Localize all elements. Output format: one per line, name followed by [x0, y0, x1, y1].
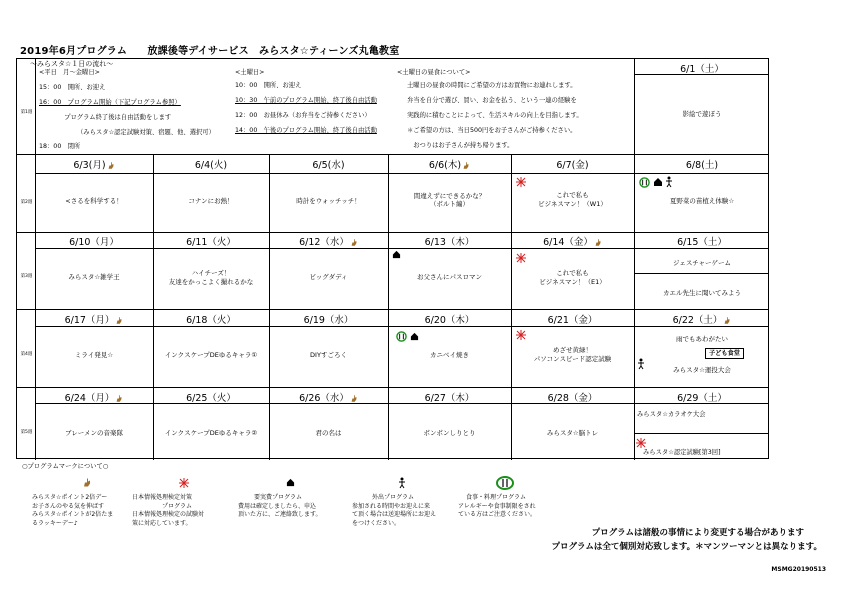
weekday-label: <平日 月～金曜日> — [39, 69, 100, 76]
date-cell: 6/6(木) — [388, 157, 511, 171]
program-cell: 時計をウォッチッチ！ — [296, 197, 361, 205]
week-label: 第1週 — [20, 110, 33, 115]
date-cell: 6/20（木） — [424, 315, 475, 326]
program-cell: コナンにお熱！ — [188, 197, 234, 205]
program-cell: みらスタ☆脳トレ — [546, 429, 599, 437]
program-cell: ブレーメンの音楽隊 — [65, 429, 123, 437]
program-cell: <さるを科学する！ — [65, 197, 123, 205]
program-cell: ハイチーズ！ — [191, 269, 231, 277]
fee-icon — [392, 250, 401, 259]
legend-item: 外出プログラム 参加される時間やお迎えに来 て頂く場合は送迎場所にお迎え をつけください。 — [352, 494, 437, 527]
certification-icon — [515, 252, 527, 264]
weekday-line: 16：00 プログラム開始（下記プログラム参照） — [39, 99, 181, 106]
program-cell: 雨でもあわがたい — [676, 335, 728, 343]
week-label: 第2週 — [20, 200, 33, 205]
lunch-line: おつりはお子さんが持ち帰ります。 — [407, 142, 514, 149]
fee-icon — [286, 478, 295, 487]
program-cell: パソコンスピード認定試験 — [533, 355, 612, 363]
date-cell: 6/3(月) — [35, 157, 153, 171]
lunch-line: 弁当を自分で選び、買い、お金を払う、という一連の経験を — [407, 97, 577, 104]
weekday-line: （みらスタ☆認定試験対策、宿題、他、選択可） — [77, 129, 215, 136]
program-cell: これで私も — [556, 191, 589, 199]
date-cell: 6/10（月） — [69, 237, 119, 248]
program-cell: みらスタ☆カラオケ大会 — [637, 411, 706, 418]
program-cell: お父さんにパスロマン — [417, 273, 482, 281]
page-title: 2019年6月プログラム 放課後等デイサービス みらスタ☆ティーンズ丸亀教室 — [20, 46, 400, 57]
lunch-line: 実践的に積むことによって、生活スキルの向上を目指します。 — [407, 112, 583, 119]
saturday-label: <土曜日> — [235, 69, 265, 76]
meal-icon — [639, 177, 650, 188]
legend-item: 要実費プログラム 費用は確定しましたら、申込 頂いた方に、ご連絡致します。 — [238, 494, 322, 518]
program-cell: 君の名は — [315, 429, 342, 437]
kids-cafeteria-label: 子ども食堂 — [705, 348, 744, 359]
flow-heading: ～みらスタ☆１日の流れ～ — [30, 60, 114, 68]
program-cell: （ボルト編） — [430, 200, 469, 208]
finger-icon — [82, 477, 92, 488]
outing-icon — [665, 176, 673, 188]
date-cell: 6/11（火） — [186, 237, 236, 248]
program-cell: みらスタ☆運投大会 — [673, 366, 731, 374]
legend-item: 日本情報処理検定対策 プログラム 日本情報処理検定の試験対 策に対応しています。 — [132, 494, 205, 527]
finger-icon — [594, 238, 602, 247]
date-cell: 6/29（土） — [677, 393, 727, 404]
program-cell: ジェスチャーゲーム — [672, 259, 732, 267]
saturday-line: 12：00 お昼休み（お弁当をご持参ください） — [235, 112, 371, 119]
fee-icon — [410, 332, 419, 341]
program-cell: カエル先生に聞いてみよう — [663, 289, 741, 297]
date-cell: 6/27（木） — [424, 393, 475, 404]
program-cell: DIYすごろく — [310, 351, 347, 359]
date-cell: 6/13（木） — [424, 237, 475, 248]
notice-line: プログラムは諸般の事情により変更する場合があります — [591, 528, 804, 538]
lunch-line: 土曜日の昼食の時間にご希望の方はお買物にお連れします。 — [407, 82, 577, 89]
date-cell: 6/19（水） — [303, 315, 354, 326]
finger-icon — [115, 394, 123, 403]
weekday-line: 15：00 開所、お迎え — [39, 84, 106, 91]
meal-icon — [496, 476, 514, 490]
week-label: 第3週 — [20, 274, 33, 279]
certification-icon — [178, 477, 190, 489]
program-cell: インクスケープDEゆるキャラ② — [164, 429, 258, 437]
date-cell: 6/7(金) — [556, 160, 589, 171]
lunch-line: ＊ご希望の方は、当日500円をお子さんがご持参ください。 — [407, 127, 577, 134]
weekday-line: プログラム終了後は自由活動をします — [39, 114, 172, 121]
program-cell: みらスタ☆認定試験[第3回] — [643, 449, 721, 456]
certification-icon — [515, 176, 527, 188]
finger-icon — [462, 161, 470, 170]
legend-heading: ○プログラムマークについて○ — [22, 463, 109, 470]
date-cell: 6/18（火） — [186, 315, 236, 326]
outing-icon — [398, 477, 406, 489]
finger-icon — [350, 238, 358, 247]
certification-icon — [635, 437, 647, 449]
meal-icon — [396, 331, 407, 342]
certification-icon — [515, 329, 527, 341]
finger-icon — [107, 161, 115, 170]
program-cell: 間違えずにできるかな？ — [413, 192, 486, 200]
date-cell: 6/4(火) — [194, 160, 228, 171]
weekday-line: 18：00 閉所 — [39, 143, 81, 150]
notice-line: プログラムは全て個別対応致します。＊マンツーマンとは異なります。 — [551, 542, 822, 552]
finger-icon — [115, 316, 123, 325]
program-cell: カニベイ焼き — [430, 351, 469, 359]
schedule-grid — [16, 58, 769, 459]
week-label: 第4週 — [20, 352, 33, 357]
program-cell: ビジネスマン！（E1） — [539, 278, 606, 286]
outing-icon — [637, 358, 645, 370]
fee-icon — [653, 177, 663, 187]
program-cell: ボンボンしりとり — [423, 429, 476, 437]
date-cell: 6/22（土） — [634, 312, 770, 326]
program-cell: インクスケープDEゆるキャラ① — [164, 351, 258, 359]
program-cell: めざせ黄緑！ — [553, 346, 592, 354]
date-cell: 6/28（金） — [547, 393, 598, 404]
date-cell: 6/26（水） — [269, 390, 388, 404]
program-cell: 影絵で遊ぼう — [682, 110, 722, 118]
date-cell: 6/14（金） — [511, 234, 634, 248]
program-cell: 夏野菜の苗植え体験☆ — [669, 197, 735, 205]
program-cell: みらスタ☆雑学王 — [68, 273, 120, 281]
legend-item: 食事・料理プログラム アレルギーや食事制限をされ ている方はご注意ください。 — [458, 494, 537, 518]
date-cell: 6/5(水) — [312, 160, 345, 171]
saturday-line: 10：30 午前のプログラム開始、終了後自由活動 — [235, 97, 377, 104]
legend-item: みらスタ☆ポイント2倍デー お子さんのやる気を伸ばす みらスタ☆ポイントが2倍たま るラッキーデー♪ — [32, 494, 114, 527]
program-cell: ミライ発見☆ — [74, 351, 114, 359]
saturday-line: 14：00 午後のプログラム開始、終了後自由活動 — [235, 127, 377, 134]
lunch-label: <土曜日の昼食について> — [397, 69, 471, 76]
date-cell: 6/25（火） — [186, 393, 236, 404]
program-cell: ビッグダディ — [309, 273, 348, 281]
date-cell: 6/21（金） — [547, 315, 598, 326]
date-cell: 6/12（水） — [269, 234, 388, 248]
date-cell: 6/24（月） — [35, 390, 153, 404]
date-cell: 6/8(土) — [685, 160, 719, 171]
program-cell: これで私も — [556, 269, 589, 277]
week-label: 第5週 — [20, 430, 33, 435]
date-cell: 6/17（月） — [35, 312, 153, 326]
saturday-line: 10：00 開所、お迎え — [235, 82, 302, 89]
date-cell: 6/1（土） — [680, 64, 724, 75]
program-cell: ビジネスマン！（W1） — [538, 200, 607, 208]
program-cell: 友達をかっこよく撮れるかな — [168, 278, 254, 286]
finger-icon — [350, 394, 358, 403]
date-cell: 6/15（土） — [677, 237, 727, 248]
document-code: MSMG20190513 — [771, 566, 826, 573]
finger-icon — [723, 316, 731, 325]
